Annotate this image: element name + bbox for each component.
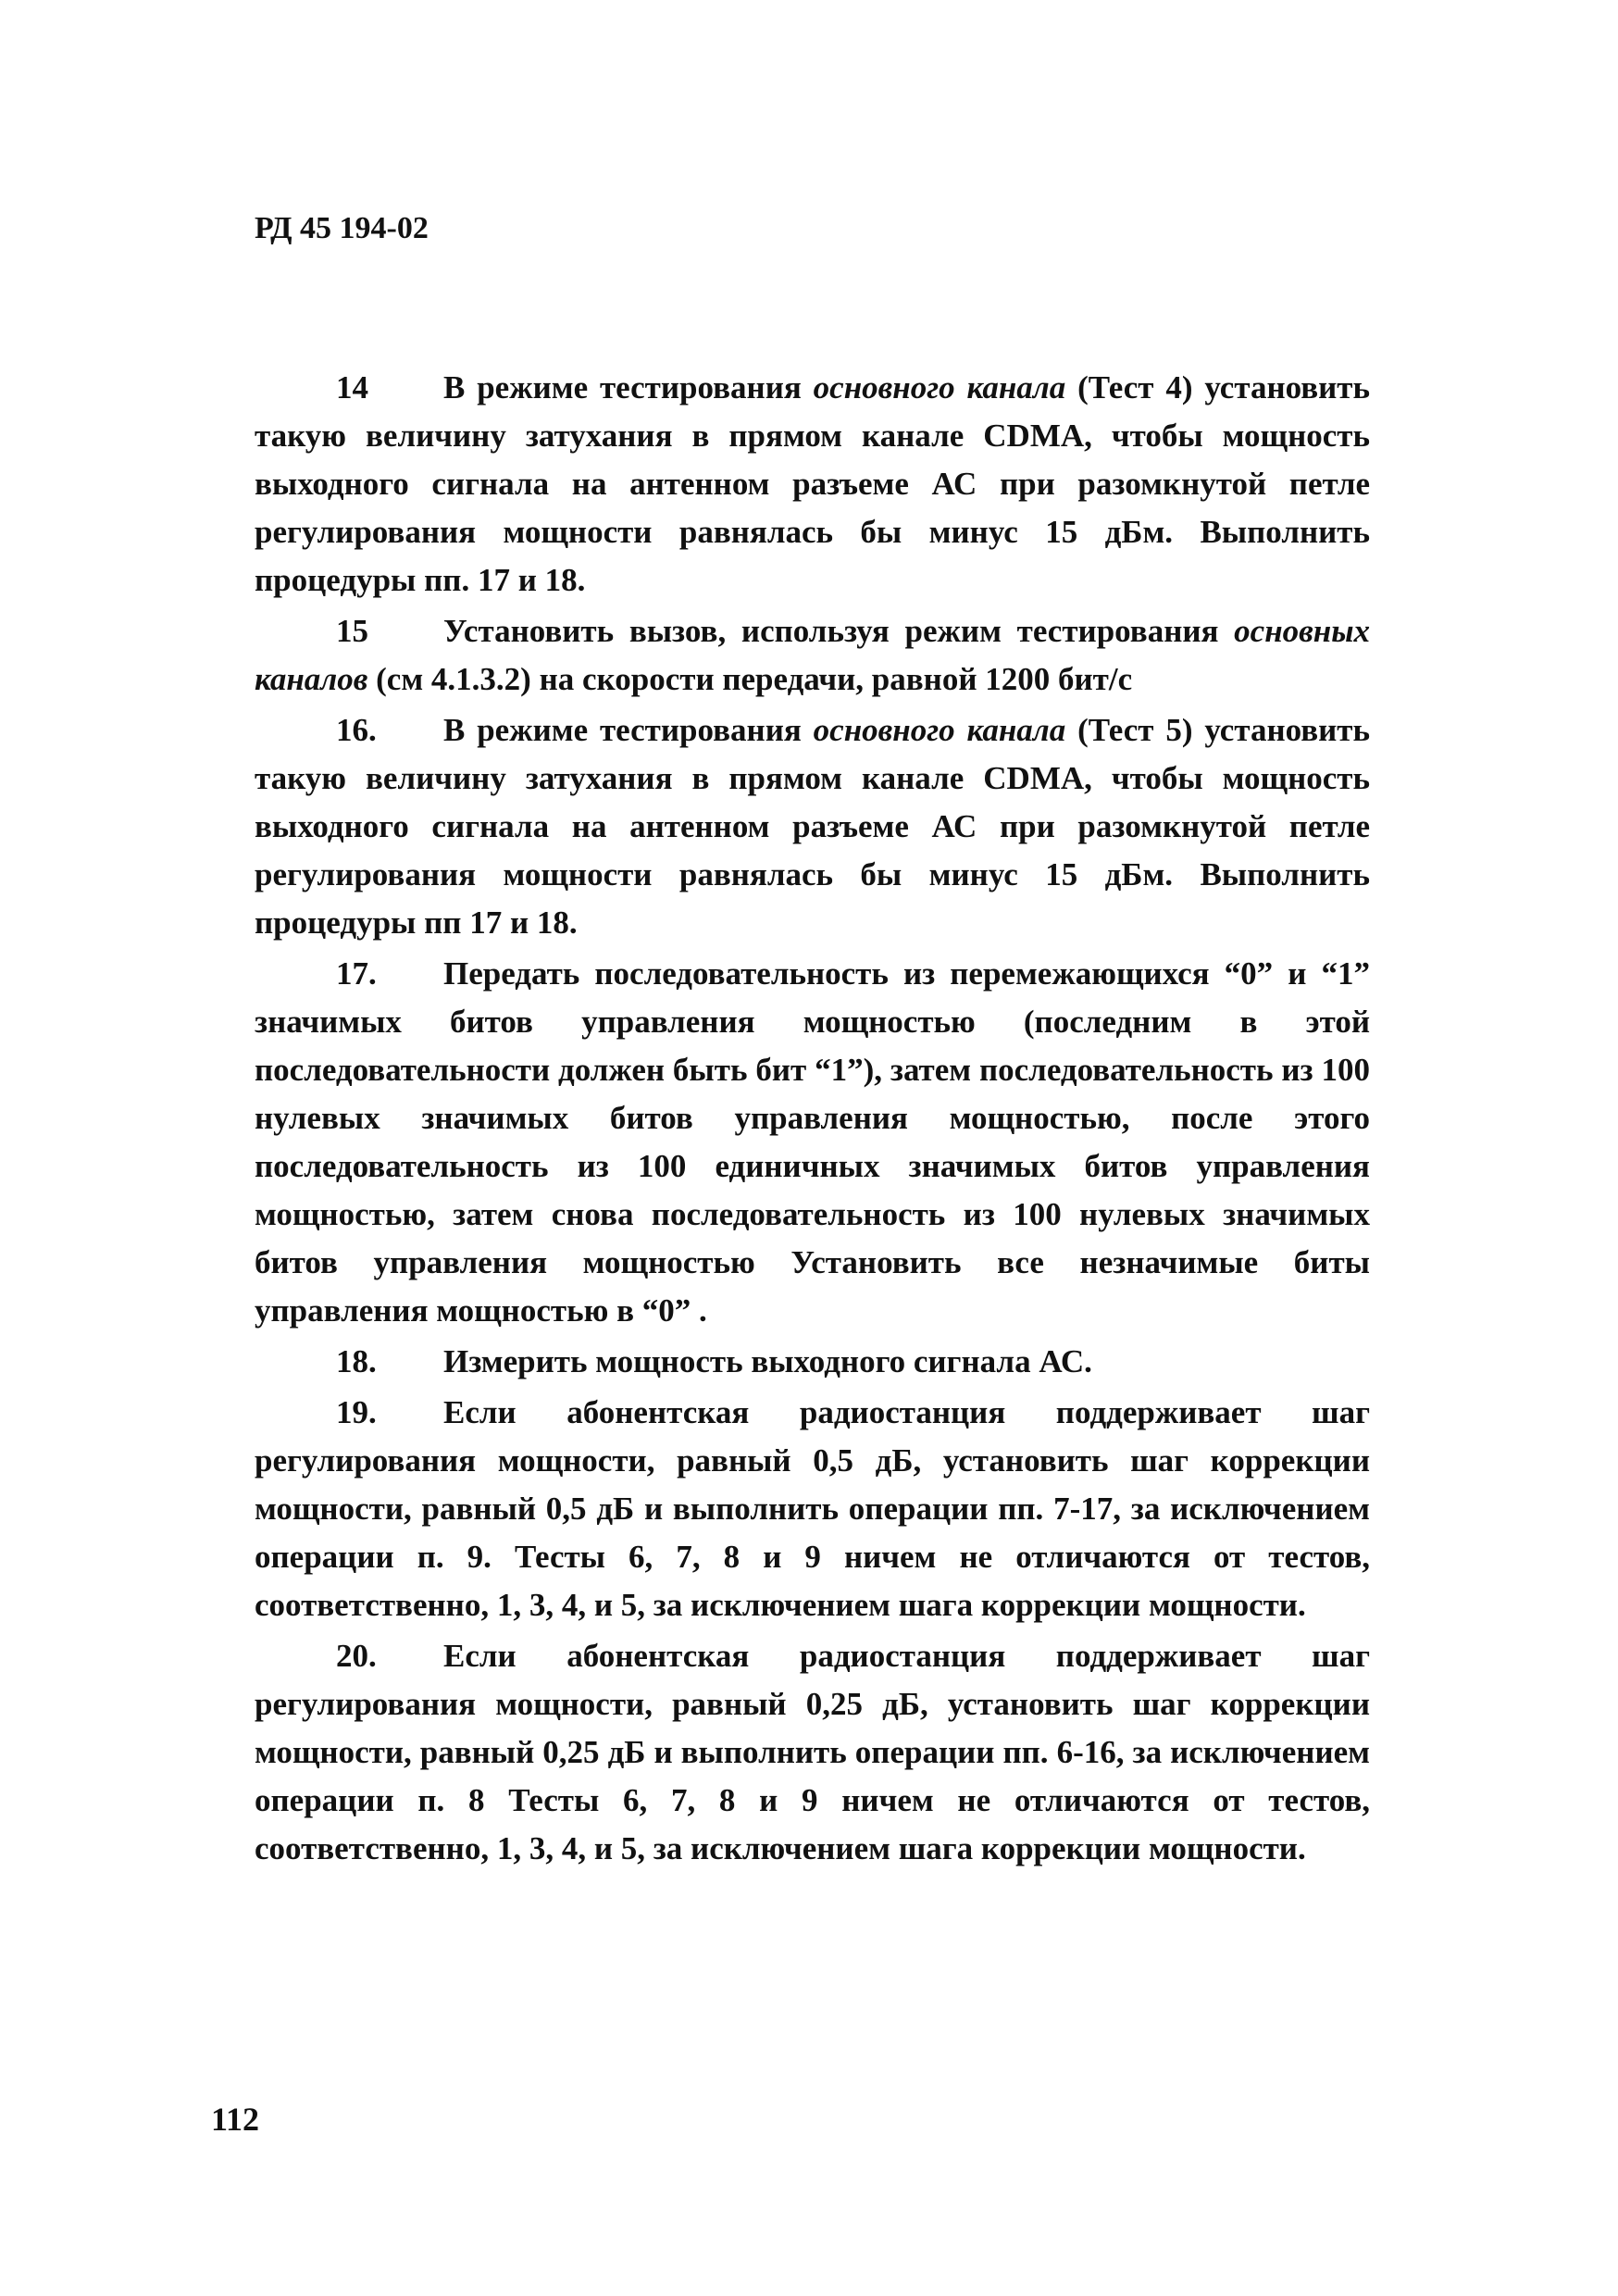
paragraph-text: (см 4.1.3.2) на скорости передачи, равной 1200 бит/с [367,661,1133,697]
paragraph-number: 16. [336,712,377,748]
paragraph-18 [255,1338,1370,1386]
paragraph-emphasis: основных каналов [255,613,1370,697]
paragraph-emphasis: основного канала [813,369,1066,406]
document-code: РД 45 194-02 [255,211,429,245]
paragraph-text: Если абонентская радиостанция поддерживает шаг регулирования мощности, равный 0,25 дБ, установить шаг коррекции мощности, равный 0,25 дБ и выполнить операции пп. 6-16, за исключением операции п. 8 Тесты 6, 7, 8 и 9 ничем не отличаются от тестов, соответственно, 1, 3, 4, и 5, за исключением шага коррекции мощности. [255,1638,1370,1866]
page-number: 112 [211,2101,260,2138]
paragraph-15 [255,607,1370,704]
paragraph-text: Установить вызов, используя режим тестирования [443,613,1235,649]
paragraph-text: (Тест 4) установить такую величину затухания в прямом канале CDMA, чтобы мощность выходного сигнала на антенном разъеме АС при разомкнутой петле регулирования мощности равнялась бы минус 15 дБм. Выполнить процедуры пп. 17 и 18. [255,369,1371,598]
paragraph-text: В режиме тестирования [443,369,814,406]
paragraph-number: 15 [336,613,368,649]
paragraph-text: Измерить мощность выходного сигнала АС. [443,1343,1092,1379]
paragraph-number: 18. [336,1343,377,1379]
paragraph-text: Передать последовательность из перемежающихся “0” и “1” значимых битов управления мощностью (последним в этой последовательности должен быть бит “1”), затем последовательность из 100 нулевых значимых битов управления мощностью, после этого последовательность из 100 единичных значимых битов управления мощностью, затем снова последовательность из 100 нулевых значимых битов управления мощностью Установить все незначимые биты управления мощностью в “0” . [255,955,1370,1329]
paragraph-emphasis: основного канала [813,712,1066,748]
paragraph-text: (Тест 5) установить такую величину затухания в прямом канале CDMA, чтобы мощность выходного сигнала на антенном разъеме АС при разомкнутой петле регулирования мощности равнялась бы минус 15 дБм. Выполнить процедуры пп 17 и 18. [255,712,1371,941]
paragraph-17 [255,950,1370,1335]
document-body [255,364,1370,1876]
paragraph-number: 20. [336,1638,377,1674]
paragraph-19 [255,1389,1370,1629]
paragraph-number: 17. [336,955,377,992]
paragraph-text: Если абонентская радиостанция поддерживает шаг регулирования мощности, равный 0,5 дБ, установить шаг коррекции мощности, равный 0,5 дБ и выполнить операции пп. 7-17, за исключением операции п. 9. Тесты 6, 7, 8 и 9 ничем не отличаются от тестов, соответственно, 1, 3, 4, и 5, за исключением шага коррекции мощности. [255,1394,1370,1623]
paragraph-20 [255,1632,1370,1873]
paragraph-14 [255,364,1370,605]
paragraph-number: 14 [336,369,368,406]
paragraph-16 [255,706,1370,947]
paragraph-number: 19. [336,1394,377,1430]
paragraph-text: В режиме тестирования [443,712,814,748]
